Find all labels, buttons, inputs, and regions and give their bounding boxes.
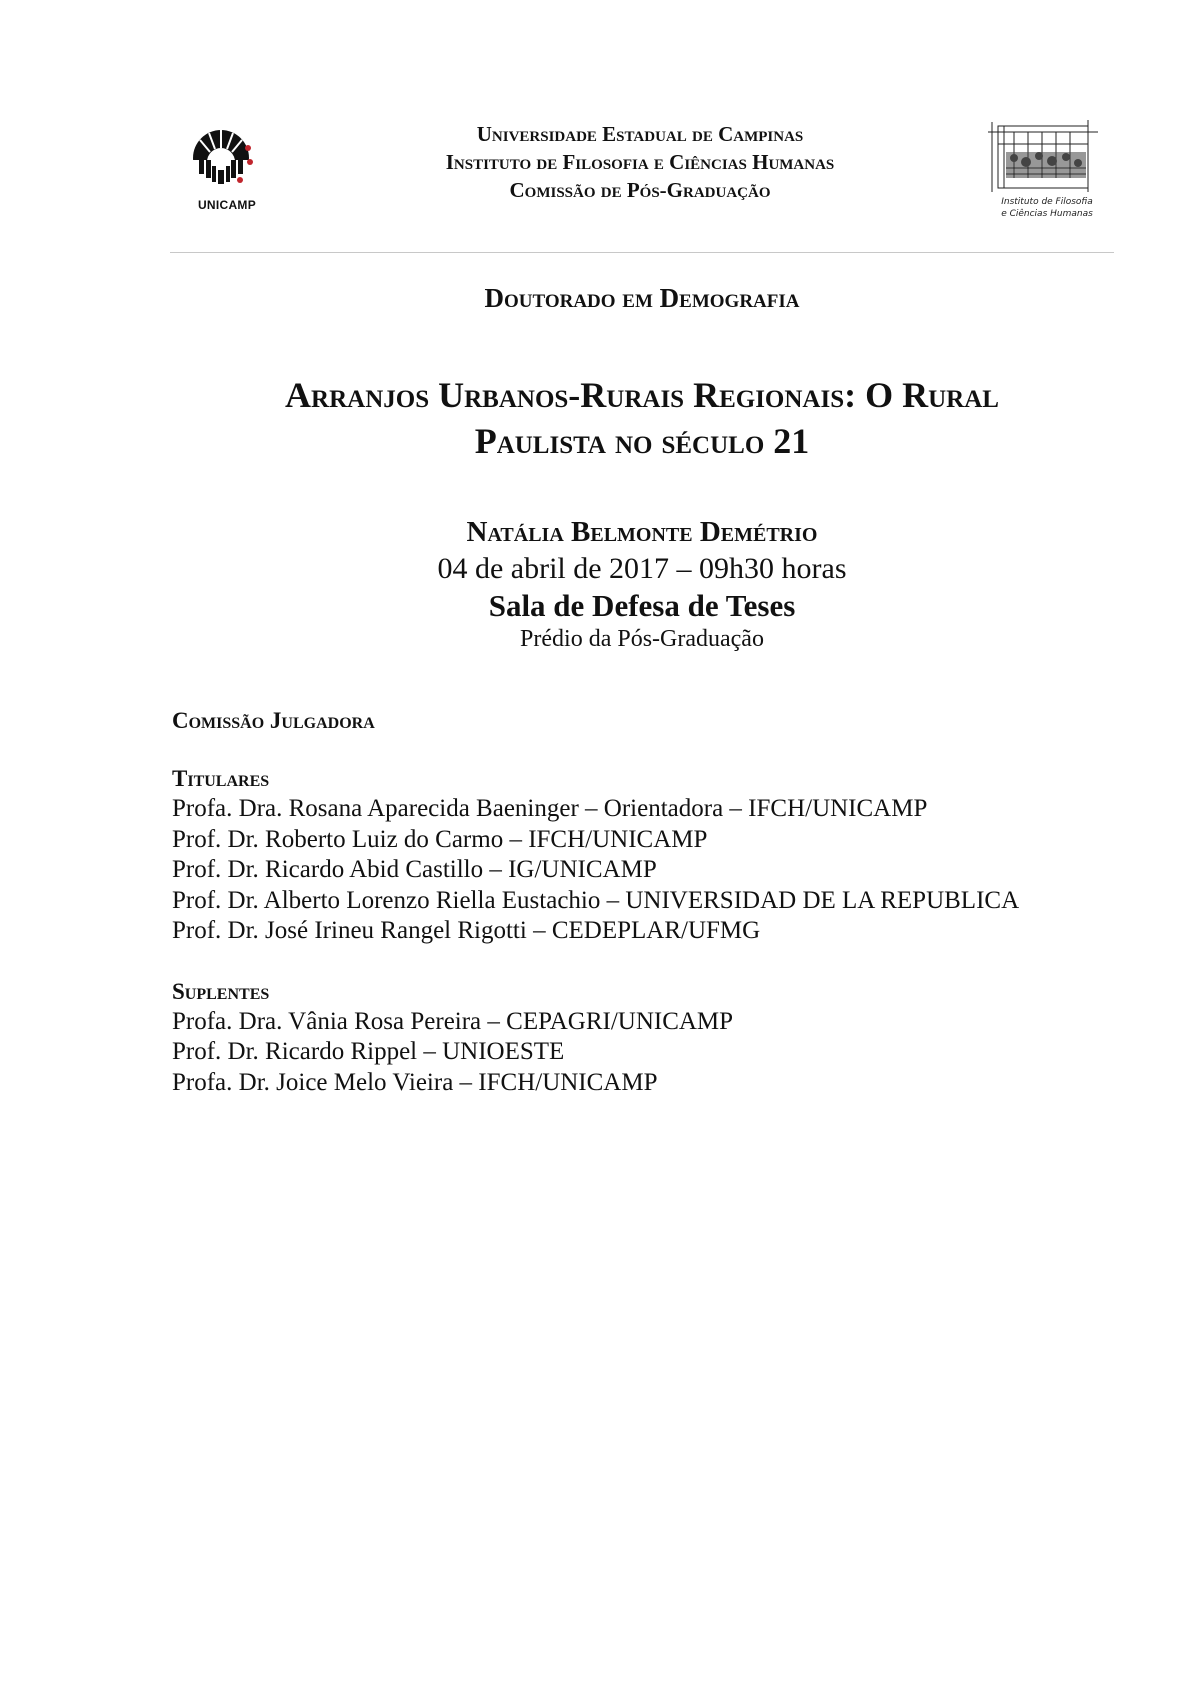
list-item: Prof. Dr. Roberto Luiz do Carmo – IFCH/UNICAMP (172, 825, 708, 853)
list-item: Profa. Dr. Joice Melo Vieira – IFCH/UNICAMP (172, 1068, 658, 1096)
suplentes-heading: Suplentes (172, 978, 270, 1004)
list-item: Prof. Dr. José Irineu Rangel Rigotti – CEDEPLAR/UFMG (172, 917, 761, 944)
institute-name: Instituto de Filosofia e Ciências Humanas (445, 150, 835, 174)
list-item: Prof. Dr. Ricardo Rippel – UNIOESTE (172, 1038, 565, 1065)
candidate-name: Natália Belmonte Demétrio (466, 516, 818, 548)
ifch-caption-line-2: e Ciências Humanas (1001, 209, 1093, 219)
list-item: Prof. Dr. Alberto Lorenzo Riella Eustachio – UNIVERSIDAD DE LA REPUBLICA (172, 886, 1020, 914)
commission-name: Comissão de Pós-Graduação (509, 178, 771, 202)
list-item: Profa. Dra. Rosana Aparecida Baeninger – Orientadora – IFCH/UNICAMP (172, 795, 928, 822)
suplentes-list (172, 1007, 1112, 1099)
ifch-building-icon (984, 118, 1102, 198)
defense-room: Sala de Defesa de Teses (488, 588, 796, 623)
ifch-caption-line-1: Instituto de Filosofia (1001, 197, 1093, 207)
list-item: Profa. Dra. Vânia Rosa Pereira – CEPAGRI/UNICAMP (172, 1007, 734, 1035)
committee-section (172, 706, 1112, 1098)
defense-datetime: 04 de abril de 2017 – 09h30 horas (437, 552, 847, 585)
university-name: Universidade Estadual de Campinas (476, 122, 804, 146)
thesis-title-line-1: Arranjos Urbanos-Rurais Regionais: O Rural (285, 375, 999, 415)
unicamp-logo-label: UNICAMP (197, 198, 257, 212)
program-name: Doutorado em Demografia (484, 283, 800, 313)
institution-header (170, 120, 1110, 204)
defense-building: Prédio da Pós-Graduação (520, 626, 764, 652)
thesis-title-line-2: Paulista no século 21 (474, 421, 810, 461)
titulares-heading: Titulares (172, 766, 270, 791)
ifch-logo-caption (992, 196, 1102, 220)
ifch-logo (984, 118, 1102, 226)
page-header (170, 118, 1110, 228)
header-divider (170, 252, 1114, 253)
list-item: Prof. Dr. Ricardo Abid Castillo – IG/UNICAMP (172, 856, 657, 883)
thesis-title (190, 372, 1094, 464)
committee-heading: Comissão Julgadora (172, 708, 375, 733)
titulares-list (172, 794, 1112, 947)
